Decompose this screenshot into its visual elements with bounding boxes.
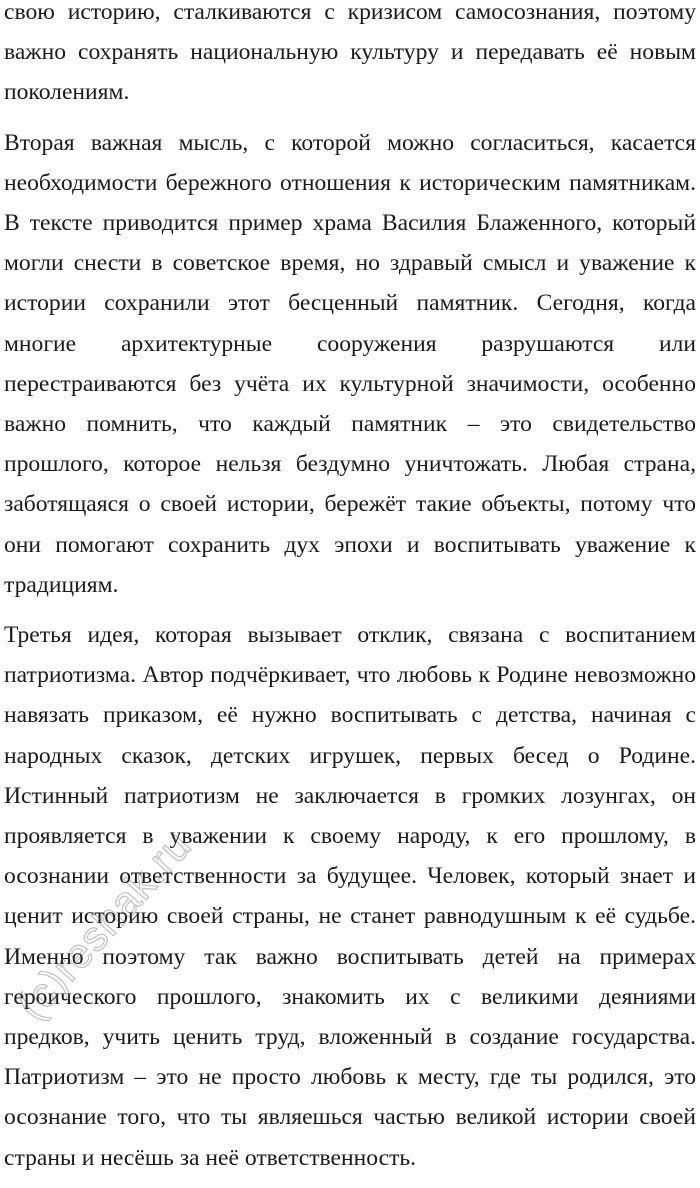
paragraph-3: Третья идея, которая вызывает отклик, связана с воспитанием патриотизма. Автор подчёркивает, что любовь к Родине невозможно навязать приказом, её нужно воспитывать с детства, начиная с народных сказок, детских игрушек, первых бесед о Родине. Истинный патриотизм не заключается в громких лозунгах, он проявляется в уважении к своему народу, к его прошлому, в осознании ответственности за будущее. Человек, который знает и ценит историю своей страны, не станет равнодушным к её судьбе. Именно поэтому так важно воспитывать детей на примерах героического прошлого, знакомить их с великими деяниями предков, учить ценить труд, вложенный в создание государства. Патриотизм – это не просто любовь к месту, где ты родился, это осознание того, что ты являешься частью великой истории своей страны и несёшь за неё ответственность. [4,622,696,1171]
watermark-text: (c)reshak.ru [7,821,201,1029]
paragraph-2: Вторая важная мысль, с которой можно согласиться, касается необходимости бережного отношения к историческим памятникам. В тексте приводится пример храма Василия Блаженного, который могли снести в советское время, но здравый смысл и уважение к истории сохранили этот бесценный памятник. Сегодня, когда многие архитектурные сооружения разрушаются или перестраиваются без учёта их культурной значимости, особенно важно помнить, что каждый памятник – это свидетельство прошлого, которое нельзя бездумно уничтожать. Любая страна, заботящаяся о своей истории, бережёт такие объекты, потому что они помогают сохранить дух эпохи и воспитывать уважение к традициям. [4,129,696,598]
paragraph-1: свою историю, сталкиваются с кризисом самосознания, поэтому важно сохранять национальную культуру и передавать её новым поколениям. [4,0,696,106]
